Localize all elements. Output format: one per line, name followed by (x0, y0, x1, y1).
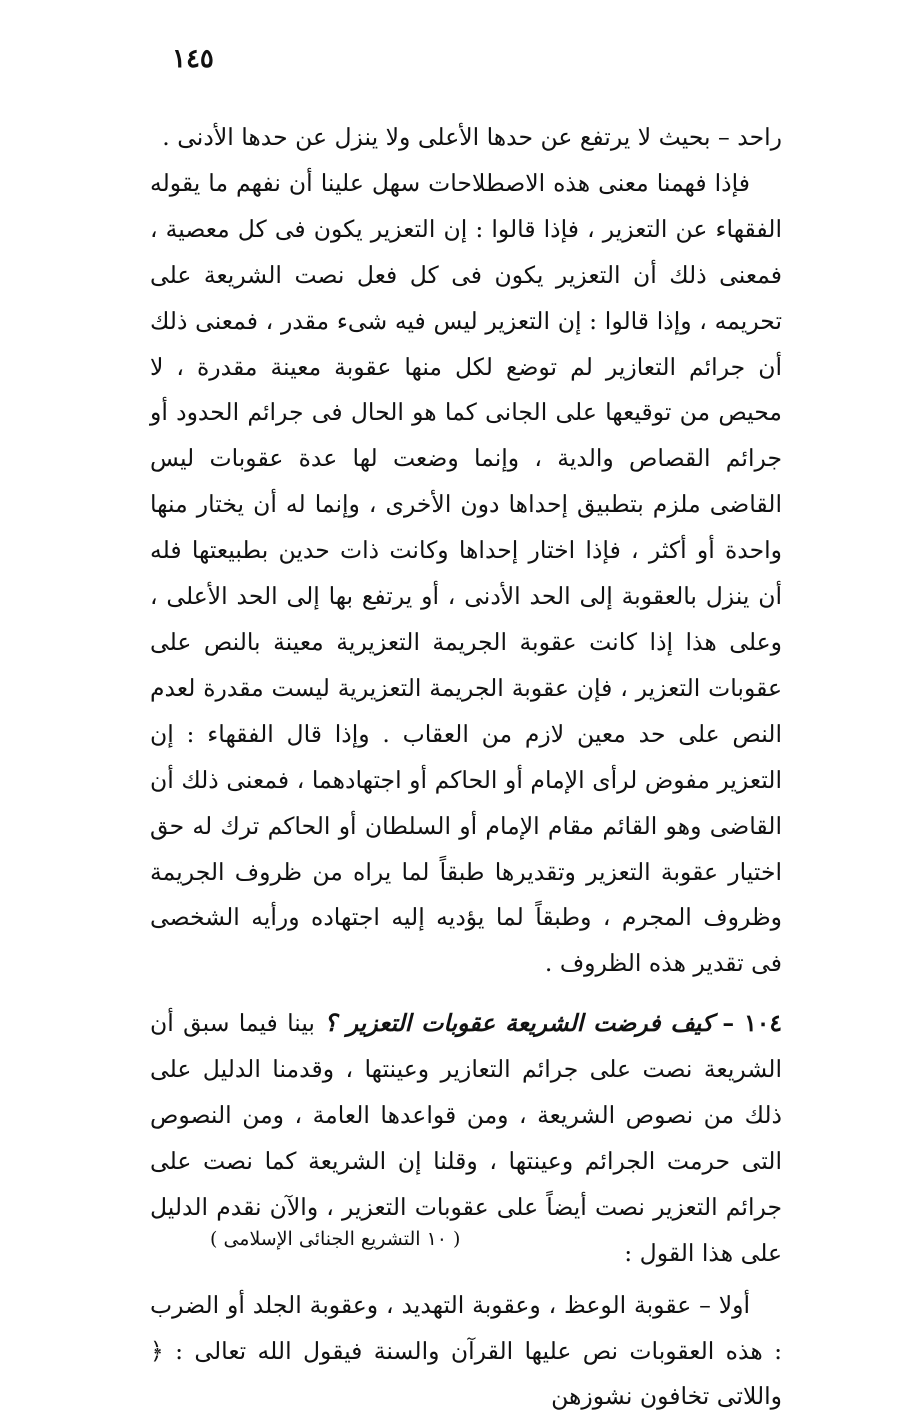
body-text (150, 115, 782, 1420)
footer-book-title: ( ١٠ التشريع الجنائى الإسلامى ) (210, 1228, 461, 1250)
section-number: ١٠٤ – (722, 1009, 782, 1038)
paragraph-continuation: راحد – بحيث لا يرتفع عن حدها الأعلى ولا ينزل عن حدها الأدنى . (162, 123, 782, 151)
paragraph-first-point: أولا – عقوبة الوعظ ، وعقوبة التهديد ، وعقوبة الجلد أو الضرب : هذه العقوبات نص عليها القرآن والسنة فيقول الله تعالى : ﴿ واللاتى تخافون نشوزهن (150, 1290, 782, 1411)
page-number: ١٤٥ (172, 44, 214, 74)
paragraph-tazir-meaning: فإذا فهمنا معنى هذه الاصطلاحات سهل علينا أن نفهم ما يقوله الفقهاء عن التعزير ، فإذا قالوا : إن التعزير يكون فى كل معصية ، فمعنى ذلك أن التعزير يكون فى كل فعل نصت الشريعة على تحريمه ، وإذا قالوا : إن التعزير ليس فيه شىء مقدر ، فمعنى ذلك أن جرائم التعازير لم توضع لكل منها عقوبة معينة مقدرة ، لا محيص من توقيعها على الجانى كما هو الحال فى جرائم الحدود أو جرائم القصاص والدية ، وإنما وضعت لها عدة عقوبات ليس القاضى ملزم بتطبيق إحداها دون الأخرى ، وإنما له أن يختار منها واحدة أو أكثر ، فإذا اختار إحداها وكانت ذات حدين بطبيعتها فله أن ينزل بالعقوبة إلى الحد الأدنى ، أو يرتفع بها إلى الحد الأعلى ، وعلى هذا إذا كانت عقوبة الجريمة التعزيرية معينة بالنص على عقوبات التعزير ، فإن عقوبة الجريمة التعزيرية ليست مقدرة لعدم النص على حد معين لازم من العقاب . وإذا قال الفقهاء : إن التعزير مفوض لرأى الإمام أو الحاكم أو اجتهادهما ، فمعنى ذلك أن القاضى وهو القائم مقام الإمام أو السلطان أو الحاكم ترك له حق اختيار عقوبة التعزير وتقديرها طبقاً لما يراه من ظروف الجريمة وظروف المجرم ، وطبقاً لما يؤديه إليه اجتهاده ورأيه الشخصى فى تقدير هذه الظروف . (150, 168, 782, 978)
section-text: بينا فيما سبق أن الشريعة نصت على جرائم التعازير وعينتها ، وقدمنا الدليل على ذلك من نصوص الشريعة ، ومن قواعدها العامة ، ومن النصوص التى حرمت الجرائم وعينتها ، وقلنا إن الشريعة كما نصت على جرائم التعزير نصت أيضاً على عقوبات التعزير ، والآن نقدم الدليل على هذا القول : (150, 1009, 782, 1267)
section-gap (150, 987, 782, 1001)
section-heading: كيف فرضت الشريعة عقوبات التعزير ؟ (324, 1009, 714, 1038)
